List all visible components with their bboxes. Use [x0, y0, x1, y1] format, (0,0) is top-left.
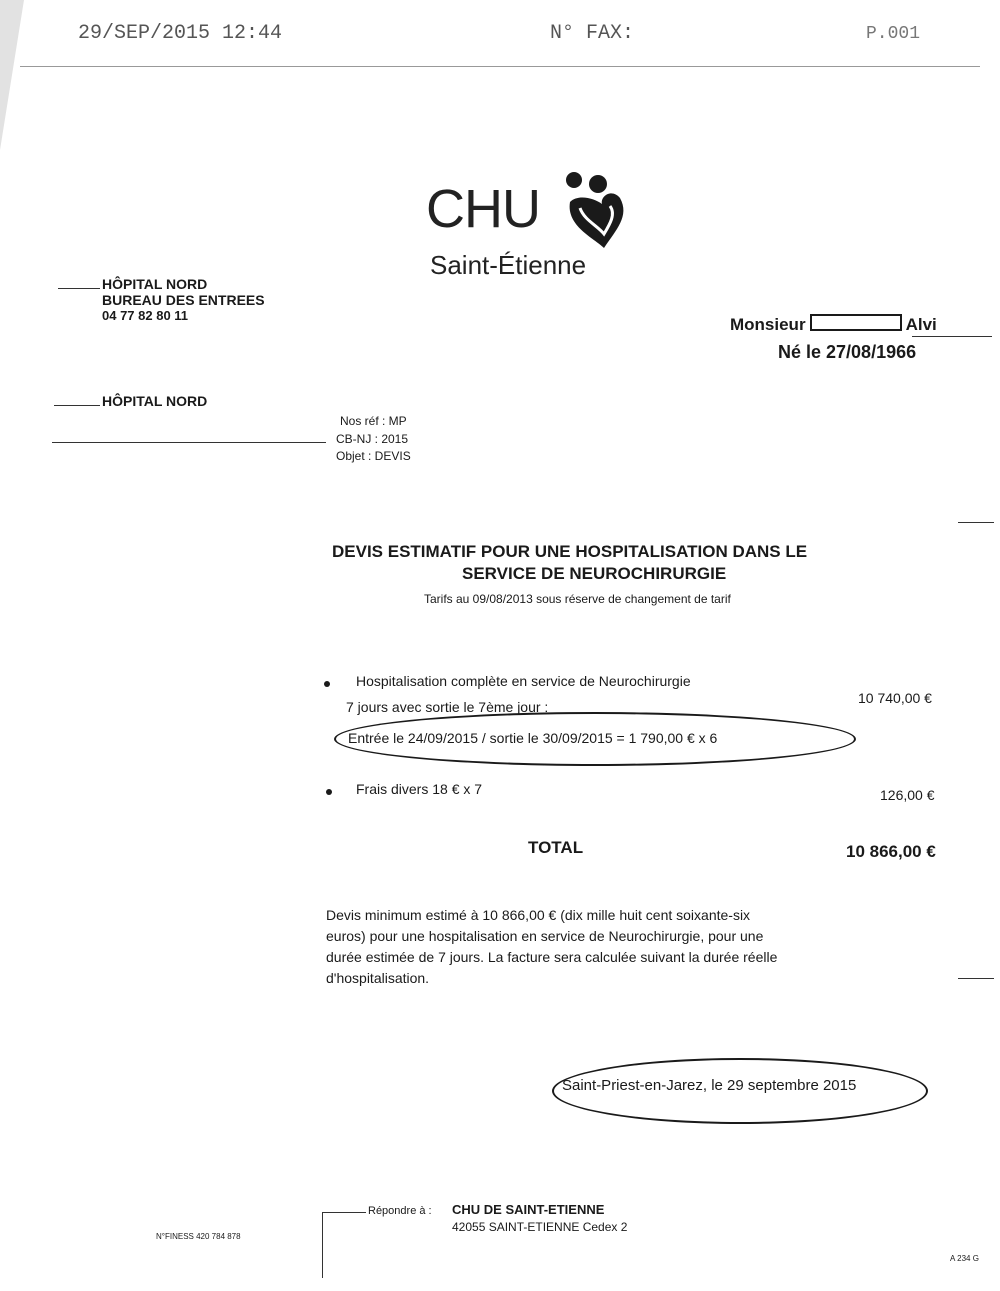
recipient-name: Alvi: [905, 315, 937, 334]
item2-amount: 126,00 €: [880, 787, 935, 803]
item1-amount: 10 740,00 €: [858, 690, 932, 706]
item2-bullet: [326, 789, 332, 795]
logo-heart-figure-icon: [564, 168, 634, 248]
item1-dates-circle: [334, 712, 856, 766]
item1-description: Hospitalisation complète en service de Neurochirurgie: [356, 673, 691, 689]
total-label: TOTAL: [528, 838, 584, 857]
footer-reply-name: CHU DE SAINT-ETIENNE: [452, 1202, 605, 1217]
document-subtitle: Tarifs au 09/08/2013 sous réserve de changement de tarif: [424, 592, 731, 606]
fax-header-rule: [20, 66, 980, 67]
sender-rule-1: [58, 288, 100, 289]
footer-reply-label: Répondre à :: [368, 1205, 432, 1217]
fax-datetime: 29/SEP/2015 12:44: [78, 22, 283, 45]
margin-mark-2: [958, 978, 994, 979]
estimate-paragraph-line2: euros) pour une hospitalisation en service de Neurochirurgie, pour une: [326, 928, 764, 944]
logo-name: CHU: [426, 179, 540, 239]
footer-horizontal-rule: [322, 1212, 366, 1213]
document-title-line2: SERVICE DE NEUROCHIRURGIE: [462, 564, 727, 583]
sender-rule-2: [54, 405, 100, 406]
footer-form-code: A 234 G: [950, 1254, 979, 1263]
references-rule: [52, 442, 326, 443]
sender-hospital-repeat: HÔPITAL NORD: [102, 393, 208, 409]
item1-bullet: [324, 681, 330, 687]
chu-logo: [424, 168, 634, 288]
sender-phone: 04 77 82 80 11: [102, 308, 189, 323]
item1-duration: 7 jours avec sortie le 7ème jour :: [346, 699, 549, 715]
item1-dates: Entrée le 24/09/2015 / sortie le 30/09/2015 = 1 790,00 € x 6: [348, 730, 718, 746]
estimate-paragraph-line4: d'hospitalisation.: [326, 970, 430, 986]
estimate-paragraph-line1: Devis minimum estimé à 10 866,00 € (dix mille huit cent soixante-six: [326, 907, 751, 923]
recipient-rule: [912, 336, 992, 337]
redacted-surname: [810, 314, 902, 331]
total-amount: 10 866,00 €: [846, 842, 936, 861]
ref-cb: CB-NJ : 2015: [336, 432, 409, 446]
footer-finess: N°FINESS 420 784 878: [156, 1232, 241, 1241]
sender-hospital: HÔPITAL NORD: [102, 276, 208, 292]
footer-reply-address: 42055 SAINT-ETIENNE Cedex 2: [452, 1220, 628, 1234]
recipient-line: [730, 314, 937, 335]
estimate-paragraph-line3: durée estimée de 7 jours. La facture sera calculée suivant la durée réelle: [326, 949, 778, 965]
item2-description: Frais divers 18 € x 7: [356, 781, 483, 797]
recipient-birth: Né le 27/08/1966: [778, 342, 917, 362]
recipient-salutation: Monsieur: [730, 315, 806, 334]
fax-page-number: P.001: [866, 24, 921, 44]
sender-office: BUREAU DES ENTREES: [102, 292, 265, 308]
place-date: Saint-Priest-en-Jarez, le 29 septembre 2015: [562, 1077, 857, 1094]
ref-objet: Objet : DEVIS: [336, 449, 411, 463]
fax-number-label: N° FAX:: [550, 22, 635, 45]
page-fold-shadow: [0, 0, 24, 150]
ref-nos-ref: Nos réf : MP: [340, 414, 407, 428]
margin-mark-1: [958, 522, 994, 523]
document-title-line1: DEVIS ESTIMATIF POUR UNE HOSPITALISATION DANS LE: [332, 542, 808, 561]
logo-subtitle: Saint-Étienne: [430, 250, 587, 280]
footer-vertical-rule: [322, 1212, 323, 1278]
